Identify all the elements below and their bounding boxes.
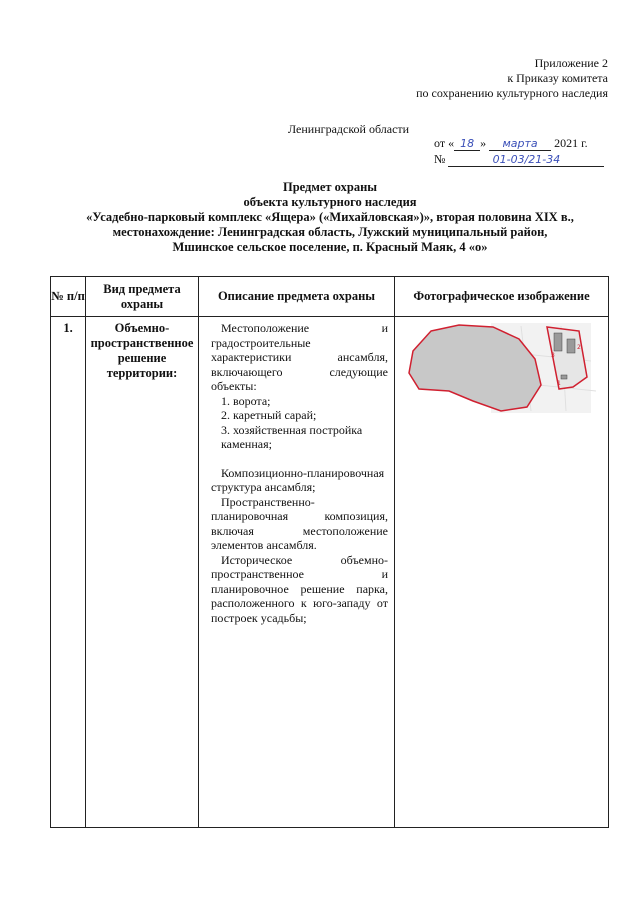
date-mid: » <box>480 136 487 150</box>
desc-item-3: 3. хозяйственная постройка каменная; <box>221 422 363 451</box>
date-prefix: от « <box>434 136 455 150</box>
protection-table <box>50 276 609 828</box>
photo-cell <box>395 317 608 413</box>
header-description: Описание предмета охраны <box>199 277 395 317</box>
title-line-1: Предмет охраны <box>282 180 378 194</box>
desc-item-1: 1. ворота; <box>221 393 271 408</box>
order-number-line <box>434 151 610 167</box>
date-year: 2021 г. <box>554 136 588 150</box>
desc-para-3: Историческое объемно-пространственное и планировочное решение парка, расположенного к юго-западу от построек усадьбы; <box>211 552 388 625</box>
order-date-line <box>434 135 610 151</box>
desc-intro: Местоположение и градостроительные характеристики ансамбля, включающего следующие объекты: <box>211 321 388 393</box>
desc-para-1: Композиционно-планировочная структура ансамбля; <box>211 465 385 494</box>
region-name: Ленинградской области <box>288 122 410 136</box>
map-label-3: 3 <box>551 352 555 359</box>
title-line-2: объекта культурного наследия <box>243 195 417 209</box>
date-day: 18 <box>460 137 475 150</box>
number-prefix: № <box>434 152 446 166</box>
appendix-note <box>416 56 608 101</box>
title-line-3: «Усадебно-парковый комплекс «Ящера» («Михайловская»)», вторая половина XIX в., местонахождение: Ленинградская область, Лужский муниципальный район, Мшинское сельское поселение, п. Красный Маяк, 4 «о» <box>86 210 574 254</box>
appendix-line-1: Приложение 2 <box>534 56 608 70</box>
row-number: 1. <box>63 321 73 335</box>
row-kind: Объемно-пространственное решение территории: <box>90 321 194 380</box>
header-number: № п/п <box>51 277 86 317</box>
appendix-line-2: к Приказу комитета <box>507 71 608 85</box>
building-gate <box>561 375 567 379</box>
appendix-line-3: по сохранению культурного наследия <box>416 86 608 100</box>
header-kind: Вид предмета охраны <box>86 277 199 317</box>
row-description <box>199 317 394 625</box>
order-date-block <box>434 135 610 167</box>
table-header-row <box>51 277 609 317</box>
building-carriage-shed <box>567 339 575 353</box>
site-plan-map <box>401 321 601 413</box>
building-outbuilding <box>554 333 562 351</box>
table-row <box>51 317 609 828</box>
date-month: марта <box>502 137 538 150</box>
map-label-1: 1 <box>557 380 561 387</box>
document-title <box>86 180 574 255</box>
map-label-2: 2 <box>577 344 581 351</box>
desc-para-2: Пространственно-планировочная композиция, включая местоположение элементов ансамбля. <box>211 494 388 552</box>
order-number: 01-03/21-34 <box>492 153 561 166</box>
header-photo: Фотографическое изображение <box>395 277 609 317</box>
desc-item-2: 2. каретный сарай; <box>221 408 317 422</box>
